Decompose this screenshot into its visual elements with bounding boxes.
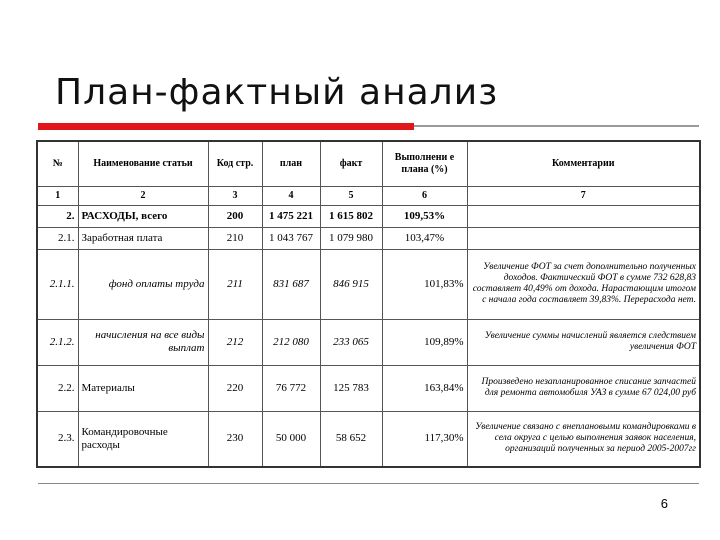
footer-divider xyxy=(38,483,699,484)
page-title: План-фактный анализ xyxy=(55,72,499,113)
table-row xyxy=(37,319,700,365)
row-name: Заработная плата xyxy=(78,227,208,249)
row-comment xyxy=(467,205,700,227)
row-plan: 212 080 xyxy=(262,319,320,365)
row-plan: 831 687 xyxy=(262,249,320,319)
row-name: фонд оплаты труда xyxy=(78,249,208,319)
row-num: 2.1.2. xyxy=(37,319,78,365)
table-row xyxy=(37,249,700,319)
header-name: Наименование статьи xyxy=(78,141,208,186)
row-comment: Увеличение ФОТ за счет дополнительно полученных доходов. Фактический ФОТ в сумме 732 628,83 составляет 40,49% от дохода. Нарастающим итогом с начала года составляет 39,83%. Перерасхода нет. xyxy=(467,249,700,319)
row-comment: Увеличение суммы начислений является следствием увеличения ФОТ xyxy=(467,319,700,365)
header-plan: план xyxy=(262,141,320,186)
table-row xyxy=(37,205,700,227)
row-comment: Увеличение связано с внеплановыми командировками в села округа с целью выполнения заявок населения, организаций полученных за период 2005-2007гг xyxy=(467,411,700,467)
page-number: 6 xyxy=(660,496,668,511)
row-name: начисления на все виды выплат xyxy=(78,319,208,365)
row-pct: 117,30% xyxy=(382,411,467,467)
colnum-4: 4 xyxy=(262,186,320,205)
table-row xyxy=(37,227,700,249)
header-pct: Выполнени е плана (%) xyxy=(382,141,467,186)
colnum-2: 2 xyxy=(78,186,208,205)
row-fact: 1 079 980 xyxy=(320,227,382,249)
row-pct: 163,84% xyxy=(382,365,467,411)
row-pct: 109,53% xyxy=(382,205,467,227)
colnum-3: 3 xyxy=(208,186,262,205)
plan-fact-table xyxy=(36,140,701,468)
title-accent-bar xyxy=(38,123,414,130)
colnum-5: 5 xyxy=(320,186,382,205)
colnum-7: 7 xyxy=(467,186,700,205)
row-code: 210 xyxy=(208,227,262,249)
row-fact: 846 915 xyxy=(320,249,382,319)
row-num: 2.2. xyxy=(37,365,78,411)
header-code: Код стр. xyxy=(208,141,262,186)
row-fact: 1 615 802 xyxy=(320,205,382,227)
row-num: 2.1. xyxy=(37,227,78,249)
row-code: 230 xyxy=(208,411,262,467)
colnum-1: 1 xyxy=(37,186,78,205)
row-num: 2.3. xyxy=(37,411,78,467)
row-plan: 1 043 767 xyxy=(262,227,320,249)
row-code: 212 xyxy=(208,319,262,365)
row-code: 220 xyxy=(208,365,262,411)
row-code: 211 xyxy=(208,249,262,319)
row-plan: 1 475 221 xyxy=(262,205,320,227)
row-name: Материалы xyxy=(78,365,208,411)
row-num: 2.1.1. xyxy=(37,249,78,319)
row-pct: 103,47% xyxy=(382,227,467,249)
row-num: 2. xyxy=(37,205,78,227)
row-fact: 233 065 xyxy=(320,319,382,365)
column-number-row xyxy=(37,186,700,205)
row-code: 200 xyxy=(208,205,262,227)
header-row xyxy=(37,141,700,186)
row-comment: Произведено незапланированное списание запчастей для ремонта автомобиля УАЗ в сумме 67 024,00 руб xyxy=(467,365,700,411)
colnum-6: 6 xyxy=(382,186,467,205)
row-pct: 101,83% xyxy=(382,249,467,319)
row-plan: 50 000 xyxy=(262,411,320,467)
row-fact: 125 783 xyxy=(320,365,382,411)
header-comment: Комментарии xyxy=(467,141,700,186)
row-pct: 109,89% xyxy=(382,319,467,365)
row-name: Командировочные расходы xyxy=(78,411,208,467)
header-num: № xyxy=(37,141,78,186)
header-fact: факт xyxy=(320,141,382,186)
table-row xyxy=(37,411,700,467)
row-fact: 58 652 xyxy=(320,411,382,467)
row-comment xyxy=(467,227,700,249)
row-plan: 76 772 xyxy=(262,365,320,411)
row-name: РАСХОДЫ, всего xyxy=(78,205,208,227)
table-row xyxy=(37,365,700,411)
title-underline xyxy=(414,125,699,127)
